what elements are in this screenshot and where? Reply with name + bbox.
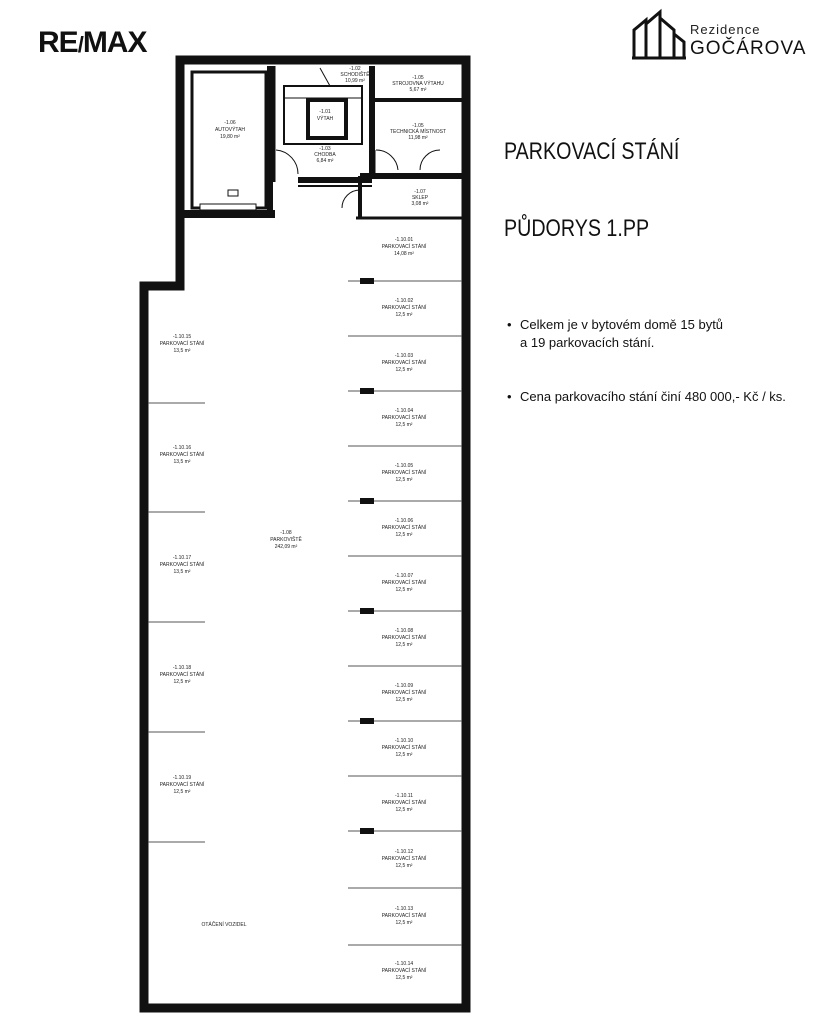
spot-id: -1.10.19 <box>172 775 192 781</box>
spot-id: -1.10.02 <box>394 298 414 304</box>
info-text: Cena parkovacího stání činí 480 000,- Kč / ks. <box>520 389 786 404</box>
spot-area: 14,08 m² <box>394 251 414 257</box>
room-area: 3,08 m² <box>411 201 429 207</box>
spot-id: -1.10.05 <box>394 463 414 469</box>
spot-area: 12,5 m² <box>395 697 413 703</box>
room-area: 5,67 m² <box>409 87 427 93</box>
room-area: 19,80 m² <box>220 134 240 140</box>
spot-area: 13,5 m² <box>173 348 191 354</box>
spot-id: -1.10.16 <box>172 445 192 451</box>
spot-area: 12,5 m² <box>395 477 413 483</box>
spot-id: -1.10.06 <box>394 518 414 524</box>
spot-id: -1.10.17 <box>172 555 192 561</box>
room-name: TECHNICKÁ MÍSTNOST <box>389 129 447 135</box>
spot-area: 12,5 m² <box>395 752 413 758</box>
spot-name: PARKOVACÍ STÁNÍ <box>381 690 427 696</box>
spot-area: 12,5 m² <box>395 975 413 981</box>
spot-name: PARKOVACÍ STÁNÍ <box>159 341 205 347</box>
spot-area: 12,5 m² <box>395 422 413 428</box>
spot-id: -1.10.11 <box>395 793 413 799</box>
room-id: -1.05 <box>412 123 424 129</box>
spot-name: PARKOVACÍ STÁNÍ <box>381 580 427 586</box>
spot-area: 13,5 m² <box>173 459 191 465</box>
room-id: -1.05 <box>412 75 424 81</box>
room-id: -1.07 <box>414 189 426 195</box>
spot-id: -1.10.08 <box>394 628 414 634</box>
spot-name: PARKOVACÍ STÁNÍ <box>381 305 427 311</box>
info-text: Celkem je v bytovém domě 15 bytů <box>520 317 724 332</box>
spot-area: 12,5 m² <box>395 587 413 593</box>
room-name: SKLEP <box>411 195 429 201</box>
room-id: -1.06 <box>224 120 236 126</box>
spot-area: 13,5 m² <box>173 569 191 575</box>
spot-id: -1.10.10 <box>394 738 414 744</box>
spot-name: PARKOVACÍ STÁNÍ <box>381 415 427 421</box>
page-subtitle: PŮDORYS 1.PP <box>504 215 650 242</box>
spot-area: 12,5 m² <box>173 789 191 795</box>
spot-name: PARKOVACÍ STÁNÍ <box>381 635 427 641</box>
spot-name: PARKOVACÍ STÁNÍ <box>381 525 427 531</box>
room-id: -1.02 <box>349 66 361 72</box>
spot-name: PARKOVACÍ STÁNÍ <box>159 672 205 678</box>
spot-name: PARKOVACÍ STÁNÍ <box>381 745 427 751</box>
room-area: 11,98 m² <box>408 135 428 141</box>
room-id: -1.08 <box>280 530 292 536</box>
room-name: PARKOVIŠTĚ <box>270 537 302 543</box>
spot-id: -1.10.13 <box>394 906 414 912</box>
spot-name: PARKOVACÍ STÁNÍ <box>159 562 205 568</box>
room-name: SCHODIŠTĚ <box>340 72 370 78</box>
spot-area: 12,5 m² <box>395 532 413 538</box>
spot-area: 12,5 m² <box>395 367 413 373</box>
spot-name: PARKOVACÍ STÁNÍ <box>381 470 427 476</box>
spot-area: 12,5 m² <box>395 642 413 648</box>
room-id: -1.03 <box>319 146 331 152</box>
spot-area: 12,5 m² <box>173 679 191 685</box>
right-spot-labels <box>382 237 427 981</box>
room-area: 6,84 m² <box>316 158 334 164</box>
page-title: PARKOVACÍ STÁNÍ <box>504 138 680 165</box>
spot-id: -1.10.14 <box>394 961 414 967</box>
spot-name: PARKOVACÍ STÁNÍ <box>381 800 427 806</box>
brand-big-text: GOČÁROVA <box>690 38 807 59</box>
spot-id: -1.10.01 <box>394 237 414 243</box>
spot-id: -1.10.15 <box>172 334 192 340</box>
spot-name: PARKOVACÍ STÁNÍ <box>159 452 205 458</box>
spot-name: PARKOVACÍ STÁNÍ <box>381 856 427 862</box>
room-area: 10,99 m² <box>345 78 365 84</box>
room-name: VÝTAH <box>316 116 334 122</box>
spot-name: PARKOVACÍ STÁNÍ <box>381 244 427 250</box>
spot-id: -1.10.04 <box>394 408 414 414</box>
spot-id: -1.10.03 <box>394 353 414 359</box>
turning-area-label: OTÁČENÍ VOZIDEL <box>201 922 247 928</box>
spot-name: PARKOVACÍ STÁNÍ <box>381 913 427 919</box>
spot-area: 12,5 m² <box>395 863 413 869</box>
spot-id: -1.10.09 <box>394 683 414 689</box>
room-id: -1.01 <box>319 109 331 115</box>
spot-name: PARKOVACÍ STÁNÍ <box>381 968 427 974</box>
spot-id: -1.10.12 <box>394 849 414 855</box>
room-area: 242,09 m² <box>274 544 298 550</box>
remax-logo: RE/MAX <box>38 26 147 59</box>
spot-name: PARKOVACÍ STÁNÍ <box>159 782 205 788</box>
room-name: STROJOVNA VÝTAHU <box>392 81 444 87</box>
brand-small-text: Rezidence <box>690 22 761 37</box>
spot-area: 12,5 m² <box>395 312 413 318</box>
room-name: CHODBA <box>314 152 336 158</box>
spot-id: -1.10.18 <box>172 665 192 671</box>
room-name: AUTOVÝTAH <box>214 127 246 133</box>
spot-area: 12,5 m² <box>395 807 413 813</box>
info-text: a 19 parkovacích stání. <box>520 335 655 350</box>
spot-name: PARKOVACÍ STÁNÍ <box>381 360 427 366</box>
spot-area: 12,5 m² <box>395 920 413 926</box>
spot-id: -1.10.07 <box>394 573 414 579</box>
